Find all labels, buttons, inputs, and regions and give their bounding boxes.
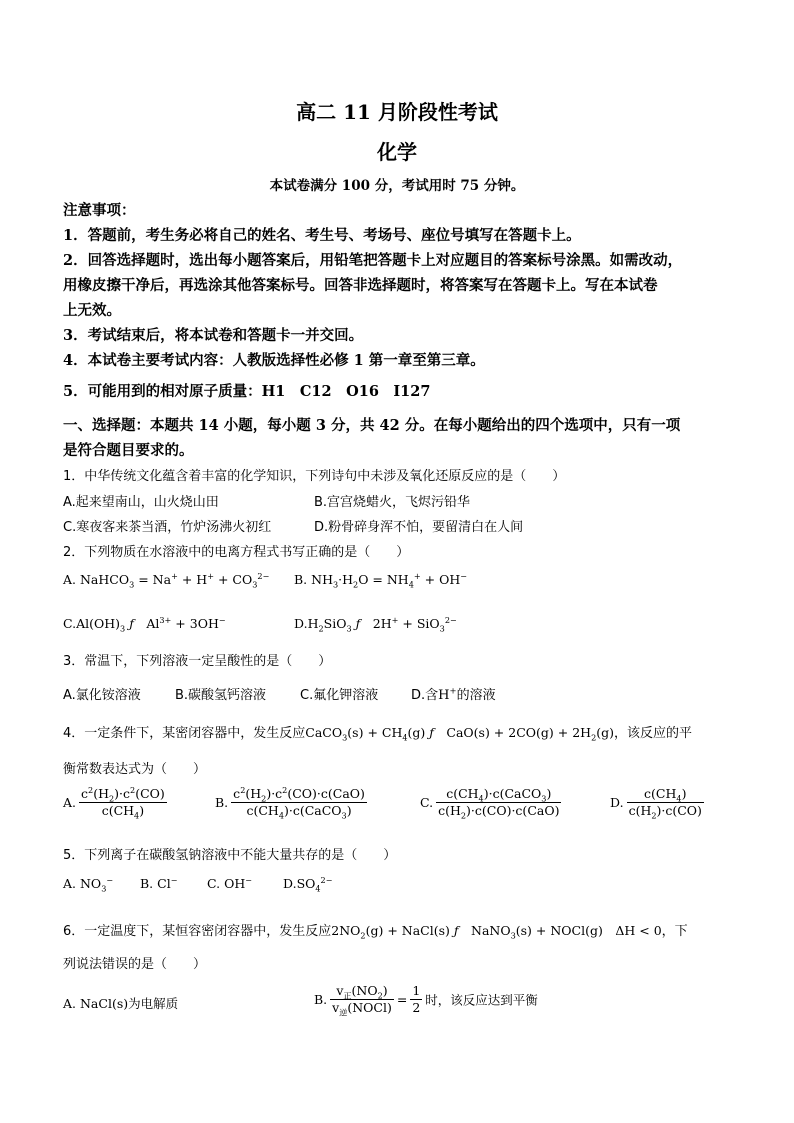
q5-option-c: C. OH−: [207, 874, 253, 891]
q3-stem: 3．常温下，下列溶液一定呈酸性的是（ ）: [63, 654, 332, 669]
note-2-line-3: 上无效。: [63, 302, 121, 319]
q4-stem-line-1: 4．一定条件下，某密闭容器中，发生反应CaCO$_3$(s) + $CH_4(g)$ ƒ $CaO(s) + 2CO(g) + 2H_2(g)$，该反应的平: [63, 725, 693, 743]
q2-option-d: $D.H_2SiO_3$ ƒ 2H+ + SiO$_3^{2-}$: [294, 614, 457, 634]
note-3: 3．考试结束后，将本试卷和答题卡一并交回。: [63, 327, 364, 344]
q6-stem-line-2: 列说法错误的是（ ）: [63, 957, 207, 972]
q2-option-c: $C.Al(OH)_3$ ƒ $Al^{3+} + 3OH^-$: [63, 614, 226, 634]
note-4: 4．本试卷主要考试内容：人教版选择性必修 1 第一章至第三章。: [63, 352, 485, 369]
q1-option-b: B.宫宫烧蜡火，飞烬污铅华: [314, 495, 471, 510]
section-1-line-1: 一、选择题：本题共 14 小题，每小题 3 分，共 42 分。在每小题给出的四个选项中，只有一项: [63, 417, 681, 434]
notes-heading: 注意事项：: [63, 202, 136, 219]
q3-option-b: B.碳酸氢钙溶液: [175, 688, 267, 703]
exam-info: 本试卷满分 100 分，考试用时 75 分钟。: [269, 178, 525, 194]
q5-option-b: B. Cl−: [140, 874, 178, 891]
q3-option-d: D.含H+的溶液: [411, 685, 496, 703]
exam-title: 高二 11 月阶段性考试: [296, 100, 498, 124]
q3-option-c: C.氟化钾溶液: [300, 688, 379, 703]
q3-option-a: A.氯化铵溶液: [63, 688, 141, 703]
q2-option-a: A. NaHCO$_3$ = $Na^+ + H^+ + CO_3^{2-}$: [63, 570, 270, 590]
note-5: 5．可能用到的相对原子质量：H1 C12 O16 I127: [63, 383, 431, 400]
q5-option-a: A. $NO_3^-$: [63, 874, 114, 894]
q1-stem: 1．中华传统文化蕴含着丰富的化学知识，下列诗句中未涉及氧化还原反应的是（ ）: [63, 469, 566, 484]
q6-option-a: A. NaCl(s)为电解质: [63, 996, 179, 1011]
q5-stem: 5．下列离子在碳酸氢钠溶液中不能大量共存的是（ ）: [63, 848, 397, 863]
note-1: 1．答题前，考生务必将自己的姓名、考生号、考场号、座位号填写在答题卡上。: [63, 227, 581, 244]
q4-option-d: D. $\frac{c(CH_4)}{c(H_2)\cdot c(CO)}$: [610, 786, 702, 821]
section-1-line-2: 是符合题目要求的。: [63, 442, 194, 459]
q4-option-a: A. $\frac{c^2(H_2)\cdot c^2(CO)}{c(CH_4)}$: [63, 784, 165, 821]
q1-option-c: C.寒夜客来茶当酒，竹炉汤沸火初红: [63, 520, 272, 535]
note-2-line-2: 用橡皮擦干净后，再选涂其他答案标号。回答非选择题时，将答案写在答题卡上。写在本试卷: [63, 277, 658, 294]
q4-stem-line-2: 衡常数表达式为（ ）: [63, 762, 207, 777]
q4-option-b: B. $\frac{c^2(H_2)\cdot c^2(CO)\cdot c(CaO)}{c(CH_4)\cdot c(CaCO_3)}$: [215, 784, 365, 821]
q4-option-c: C. $\frac{c(CH_4)\cdot c(CaCO_3)}{c(H_2)\cdot c(CO)\cdot c(CaO)}$: [420, 786, 560, 821]
note-2-line-1: 2．回答选择题时，选出每小题答案后，用铅笔把答题卡上对应题目的答案标号涂黑。如需改动，: [63, 252, 683, 269]
q6-stem-line-1: 6．一定温度下，某恒容密闭容器中，发生反应$2NO_2(g)$ + NaCl(s) ƒ NaNO$_3$(s) + NOCl(g) ΔH < 0，下: [63, 923, 688, 941]
q1-option-a: A.起来望南山，山火烧山田: [63, 495, 219, 510]
q1-option-d: D.粉骨碎身浑不怕，要留清白在人间: [314, 520, 524, 535]
q5-option-d: $D.SO_4^{2-}$: [283, 874, 333, 894]
q6-option-b: B. $\frac{v_正(NO_2)}{v_逆(NOCl)}$ = $\frac{1}{2}$ 时，该反应达到平衡: [314, 983, 538, 1018]
q2-option-b: B. $NH_3\cdot H_2O = NH_4^+ + OH^-$: [294, 570, 468, 590]
subject-title: 化学: [377, 140, 417, 164]
q2-stem: 2．下列物质在水溶液中的电离方程式书写正确的是（ ）: [63, 545, 410, 560]
